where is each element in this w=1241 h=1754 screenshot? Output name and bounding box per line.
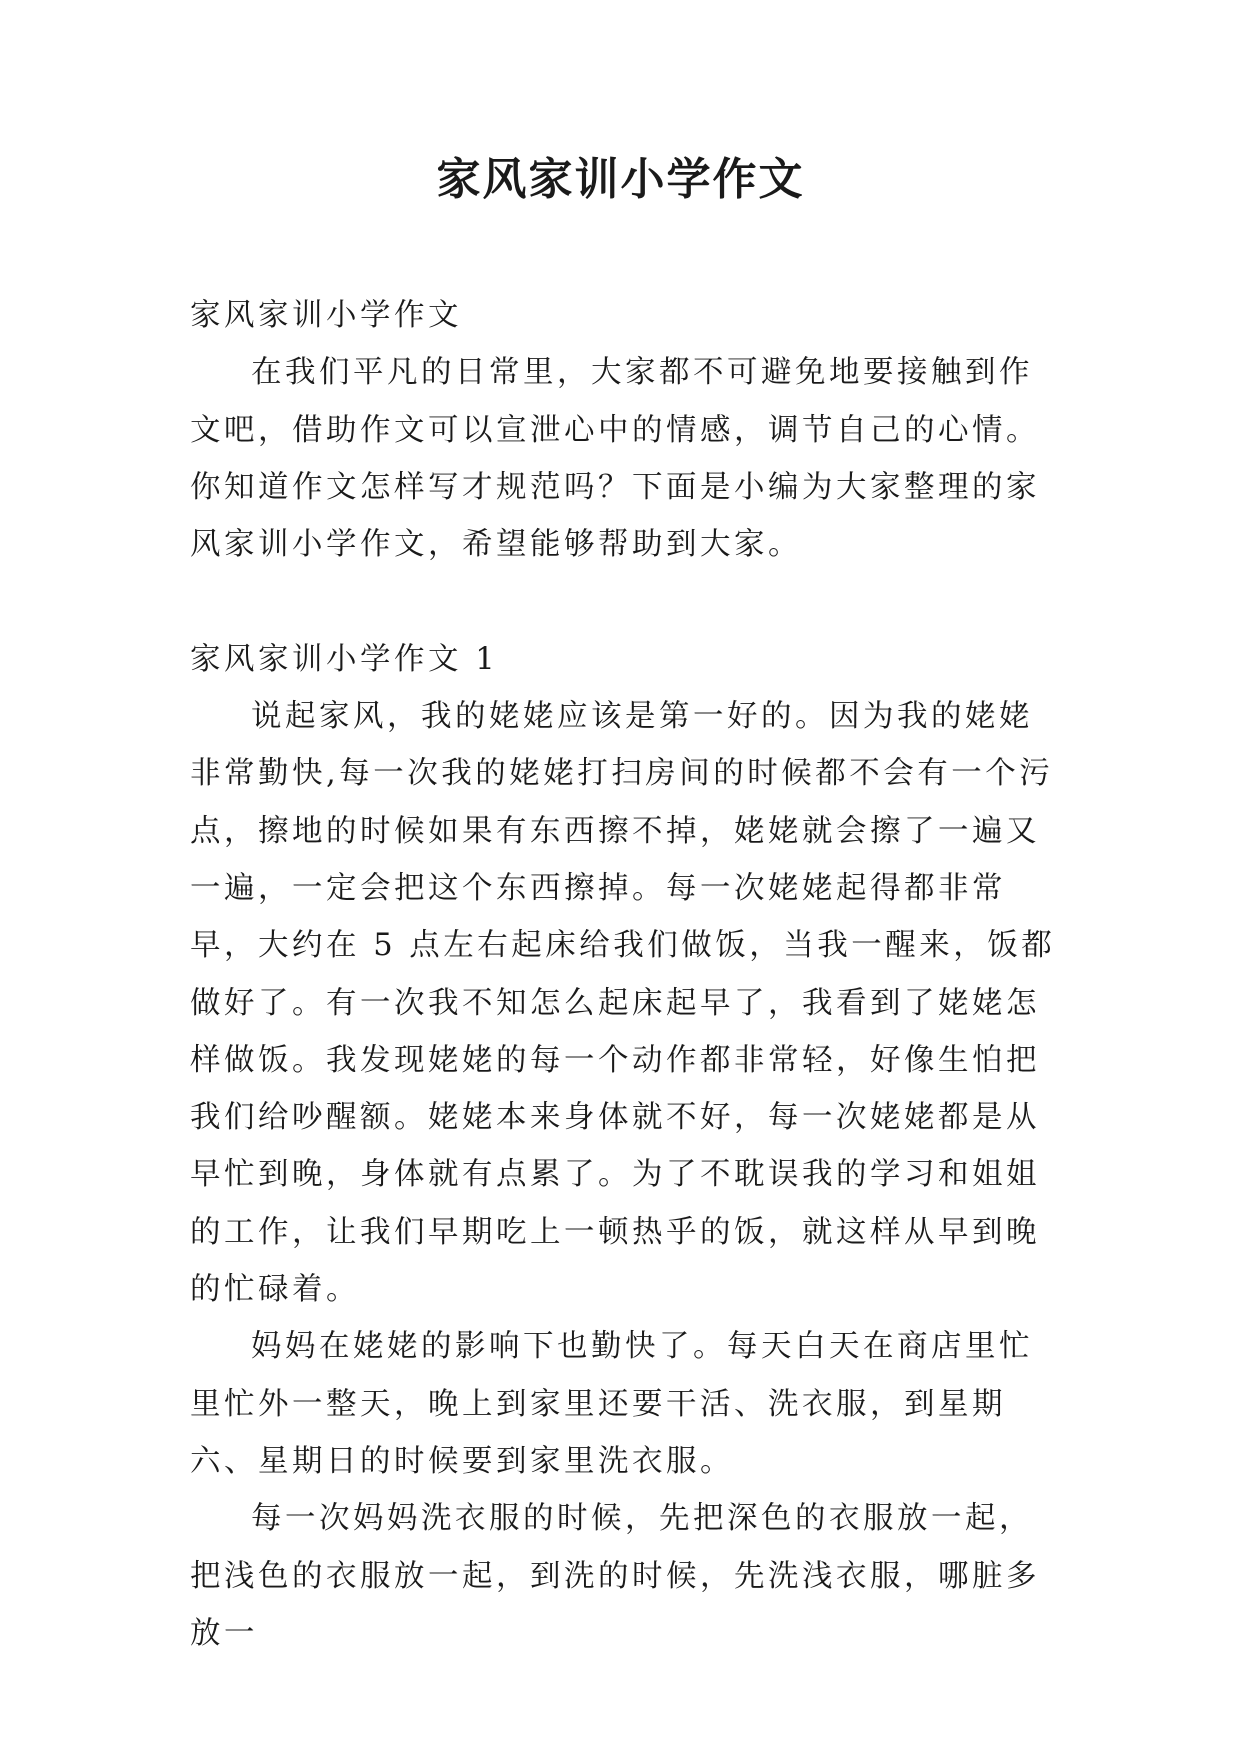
section-heading: 家风家训小学作文 1 xyxy=(190,641,499,677)
body-paragraph: 妈妈在姥姥的影响下也勤快了。每天白天在商店里忙里忙外一整天，晚上到家里还要干活、洗衣服，到星期六、星期日的时候要到家里洗衣服。 xyxy=(190,1329,1033,1479)
intro-heading: 家风家训小学作文 xyxy=(190,298,462,333)
intro-paragraph: 在我们平凡的日常里，大家都不可避免地要接触到作文吧，借助作文可以宣泄心中的情感，调节自己的心情。你知道作文怎样写才规范吗？下面是小编为大家整理的家风家训小学作文，希望能够帮助到大家。 xyxy=(190,355,1040,563)
section-spacer xyxy=(190,573,1058,630)
document-body xyxy=(190,287,1058,1662)
document-title: 家风家训小学作文 xyxy=(436,154,805,205)
body-paragraph: 每一次妈妈洗衣服的时候，先把深色的衣服放一起，把浅色的衣服放一起，到洗的时候，先洗浅衣服，哪脏多放一 xyxy=(190,1501,1040,1651)
body-paragraph: 说起家风，我的姥姥应该是第一好的。因为我的姥姥非常勤快,每一次我的姥姥打扫房间的时候都不会有一个污点，擦地的时候如果有东西擦不掉，姥姥就会擦了一遍又一遍，一定会把这个东西擦掉。每一次姥姥起得都非常早，大约在 5 点左右起床给我们做饭，当我一醒来，饭都做好了。有一次我不知怎么起床起早了，我看到了姥姥怎样做饭。我发现姥姥的每一个动作都非常轻，好像生怕把我们给吵醒额。姥姥本来身体就不好，每一次姥姥都是从早忙到晚，身体就有点累了。为了不耽误我的学习和姐姐的工作，让我们早期吃上一顿热乎的饭，就这样从早到晚的忙碌着。 xyxy=(190,699,1056,1308)
